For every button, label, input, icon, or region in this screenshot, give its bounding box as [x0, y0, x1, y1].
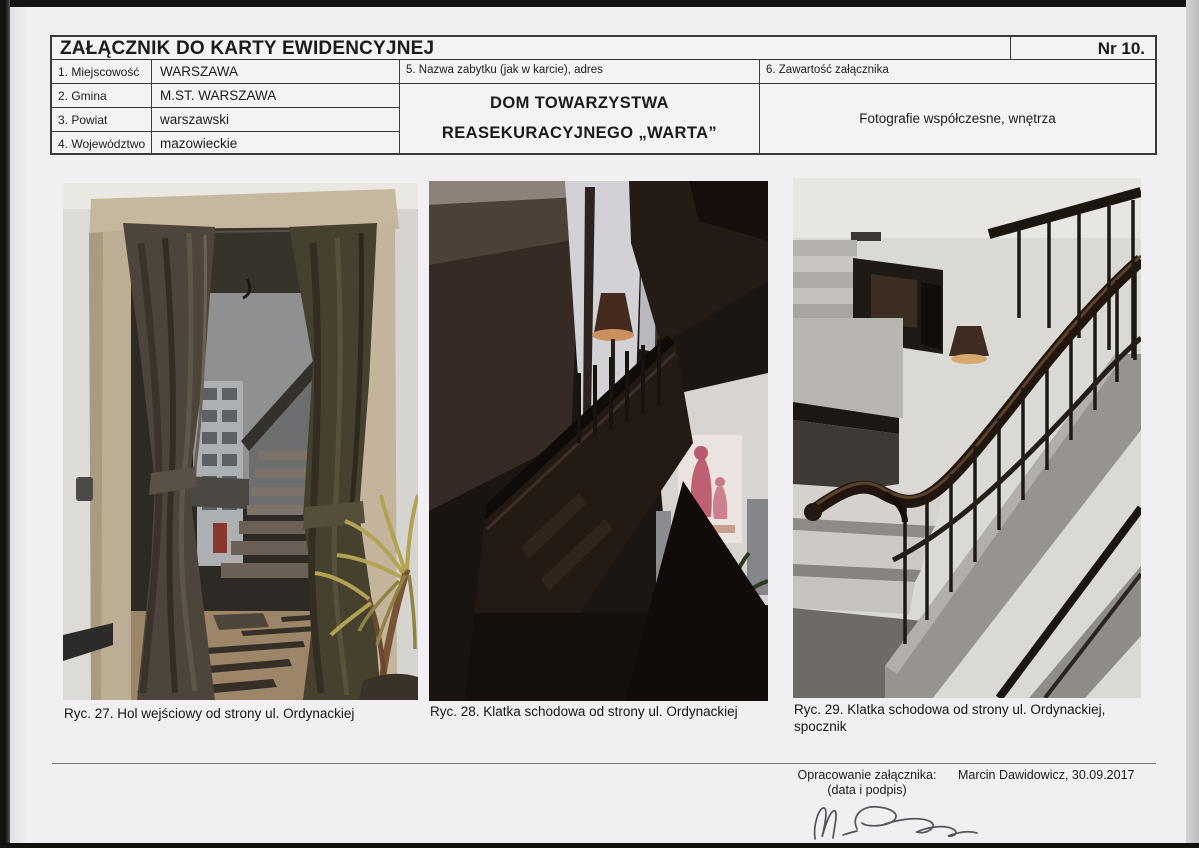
- monument-name-line2: REASEKURACYJNEGO „WARTA”: [441, 124, 718, 142]
- prepared-by-label: Opracowanie załącznika:: [797, 768, 937, 782]
- attachment-contents-label: 6. Zawartość załącznika: [760, 60, 1155, 84]
- footer-divider-line: [52, 763, 1156, 764]
- prepared-by-block: [792, 768, 942, 798]
- monument-name: [400, 84, 760, 153]
- scan-edge-bottom: [0, 843, 1199, 848]
- handwritten-signature: [805, 799, 990, 841]
- field-value-miejscowosc: WARSZAWA: [152, 60, 400, 84]
- monument-name-label: 5. Nazwa zabytku (jak w karcie), adres: [400, 60, 760, 84]
- field-label-miejscowosc: 1. Miejscowość: [52, 60, 152, 84]
- field-value-wojewodztwo: mazowieckie: [152, 132, 400, 153]
- prepared-by-sublabel: (data i podpis): [827, 783, 907, 797]
- photo-ryc-28-staircase: [429, 181, 768, 701]
- photo-caption-ryc-28: Ryc. 28. Klatka schodowa od strony ul. Ordynackiej: [430, 704, 738, 719]
- document-title: ZAŁĄCZNIK DO KARTY EWIDENCYJNEJ: [52, 37, 1011, 60]
- scan-edge-left: [0, 0, 10, 848]
- monument-name-line1: DOM TOWARZYSTWA: [490, 94, 669, 112]
- field-label-wojewodztwo: 4. Województwo: [52, 132, 152, 153]
- field-value-gmina: M.ST. WARSZAWA: [152, 84, 400, 108]
- scan-edge-top: [0, 0, 1199, 7]
- field-value-powiat: warszawski: [152, 108, 400, 132]
- photo-ryc-29-illustration: [793, 178, 1141, 698]
- attachment-contents-value: Fotografie współczesne, wnętrza: [859, 111, 1056, 126]
- field-label-powiat: 3. Powiat: [52, 108, 152, 132]
- photo-ryc-27-illustration: [63, 183, 418, 700]
- field-label-gmina: 2. Gmina: [52, 84, 152, 108]
- photo-caption-ryc-29: Ryc. 29. Klatka schodowa od strony ul. Ordynackiej, spocznik: [794, 702, 1106, 734]
- photo-caption-ryc-27: Ryc. 27. Hol wejściowy od strony ul. Ordynackiej: [64, 706, 355, 721]
- author-and-date: Marcin Dawidowicz, 30.09.2017: [958, 768, 1135, 782]
- photo-ryc-28-illustration: [429, 181, 768, 701]
- photo-ryc-27-entrance-hall: [63, 183, 418, 700]
- attachment-number: Nr 10.: [1011, 37, 1155, 60]
- record-card-header-table: [50, 35, 1157, 155]
- photo-ryc-29-staircase-landing: [793, 178, 1141, 698]
- scan-edge-right: [1186, 0, 1199, 848]
